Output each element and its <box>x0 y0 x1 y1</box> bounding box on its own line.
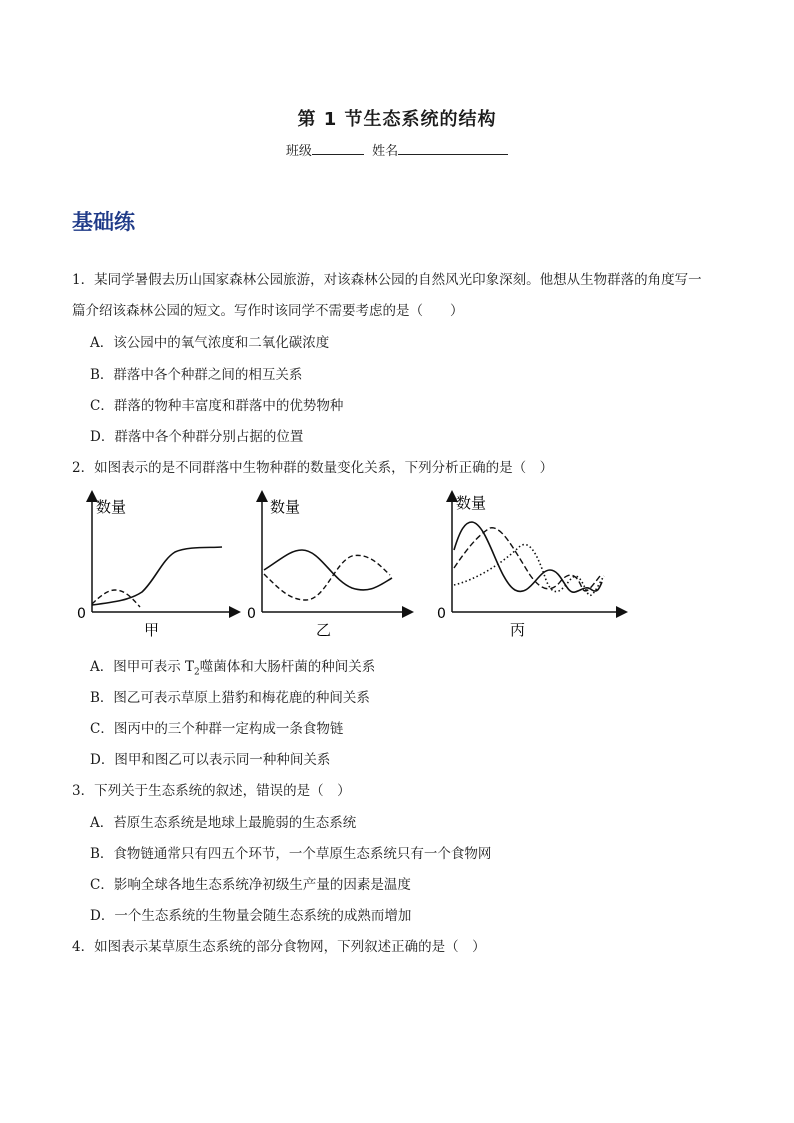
q2-option-a-subscript: 2 <box>194 667 200 678</box>
graph-yi-origin: 0 <box>247 606 256 622</box>
q1-option-b: B．群落中各个种群之间的相互关系 <box>90 367 303 383</box>
q2-option-a-suffix: 噬菌体和大肠杆菌的种间关系 <box>199 659 376 675</box>
q1-stem-line1: 1．某同学暑假去历山国家森林公园旅游，对该森林公园的自然风光印象深刻。他想从生物群落的角度写一 <box>72 272 702 288</box>
q4-stem: 4．如图表示某草原生态系统的部分食物网，下列叙述正确的是（ ） <box>72 939 486 955</box>
q3-option-a: A．苔原生态系统是地球上最脆弱的生态系统 <box>90 815 357 831</box>
name-label: 姓名 <box>372 144 399 159</box>
section-title: 基础练 <box>72 210 135 234</box>
q2-option-c: C．图丙中的三个种群一定构成一条食物链 <box>90 721 344 737</box>
class-label: 班级 <box>285 144 312 159</box>
q1-stem-line2: 篇介绍该森林公园的短文。写作时该同学不需要考虑的是（ ） <box>72 303 464 319</box>
name-blank <box>398 141 508 155</box>
graph-jia <box>77 496 235 639</box>
graph-yi-ylabel: 数量 <box>270 498 301 516</box>
class-name-line <box>0 140 794 159</box>
q2-option-b: B．图乙可表示草原上猎豹和梅花鹿的种间关系 <box>90 690 370 706</box>
graph-jia-ylabel: 数量 <box>96 498 127 516</box>
q2-stem: 2．如图表示的是不同群落中生物种群的数量变化关系，下列分析正确的是（ ） <box>72 460 554 476</box>
q3-stem: 3．下列关于生态系统的叙述，错误的是（ ） <box>72 783 351 799</box>
graph-bing <box>437 494 622 639</box>
q1-option-c: C．群落的物种丰富度和群落中的优势物种 <box>90 398 344 414</box>
page-title: 第 1 节生态系统的结构 <box>297 109 497 130</box>
graph-bing-origin: 0 <box>437 606 446 622</box>
q2-option-a-prefix: A．图甲可表示 T <box>90 659 195 675</box>
graph-jia-label: 甲 <box>144 621 160 639</box>
q3-option-b: B．食物链通常只有四五个环节，一个草原生态系统只有一个食物网 <box>90 846 492 862</box>
graph-yi <box>247 496 408 639</box>
graph-bing-ylabel: 数量 <box>456 494 487 512</box>
q3-option-c: C．影响全球各地生态系统净初级生产量的因素是温度 <box>90 877 411 893</box>
q1-option-a: A．该公园中的氧气浓度和二氧化碳浓度 <box>90 335 330 351</box>
q3-option-d: D．一个生态系统的生物量会随生态系统的成熟而增加 <box>90 908 412 924</box>
q2-option-a <box>90 655 375 678</box>
graph-bing-label: 丙 <box>510 621 526 639</box>
q2-option-d: D．图甲和图乙可以表示同一种种间关系 <box>90 752 331 768</box>
q2-figure-graphs <box>70 490 630 640</box>
class-blank <box>312 141 364 155</box>
graph-yi-label: 乙 <box>316 621 332 639</box>
q1-option-d: D．群落中各个种群分别占据的位置 <box>90 429 304 445</box>
graph-jia-origin: 0 <box>77 606 86 622</box>
